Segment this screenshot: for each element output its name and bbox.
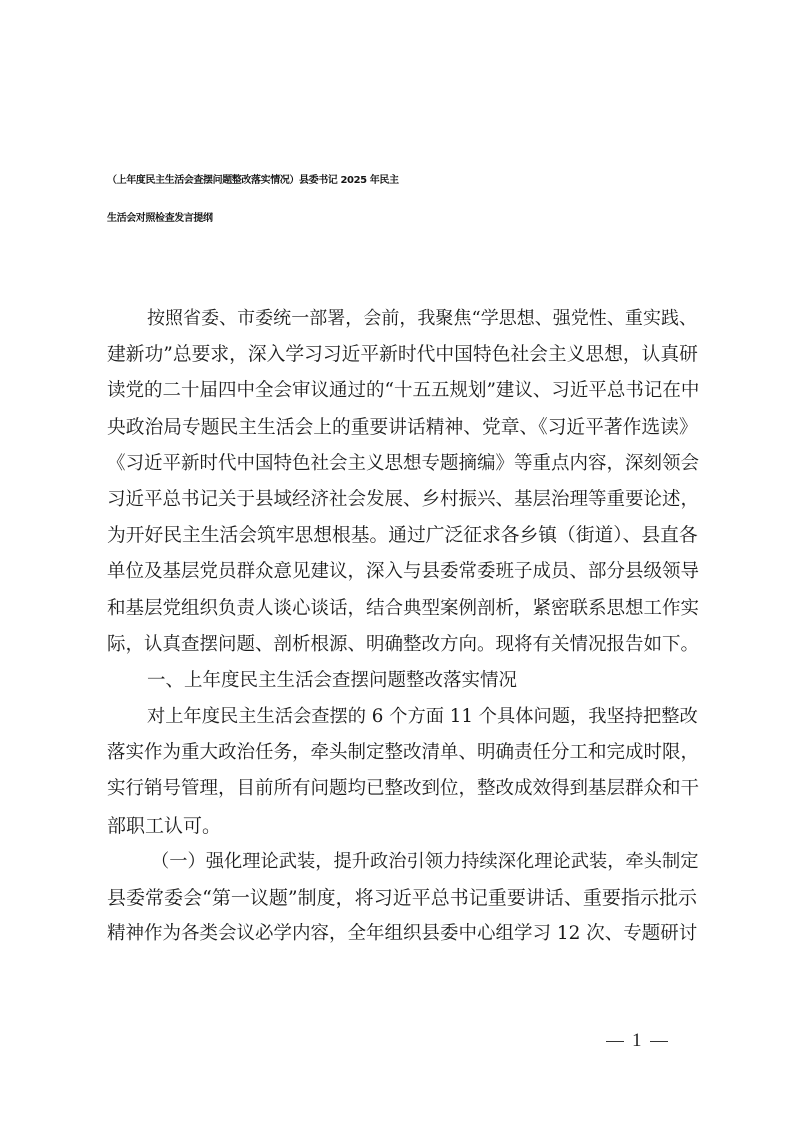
text-line: 习近平总书记关于县域经济社会发展、乡村振兴、基层治理等重要论述， (107, 488, 700, 510)
text-line: 对上年度民主生活会查摆的 6 个方面 11 个具体问题，我坚持把整改 (147, 706, 698, 728)
text-line: 读党的二十届四中全会审议通过的“十五五规划”建议、习近平总书记在中 (107, 380, 700, 402)
text-line: 央政治局专题民主生活会上的重要讲话精神、党章、《习近平著作选读》 (107, 416, 698, 438)
section-paragraph (107, 699, 700, 844)
text-line: 为开好民主生活会筑牢思想根基。通过广泛征求各乡镇（街道）、县直各 (107, 525, 698, 547)
text-line: 际，认真查摆问题、剖析根源、明确整改方向。现将有关情况报告如下。 (107, 633, 700, 655)
section-heading: 一、上年度民主生活会查摆问题整改落实情况 (147, 669, 518, 691)
title-line-2: 生活会对照检查发言提纲 (107, 213, 213, 224)
text-line: 落实作为重大政治任务，牵头制定整改清单、明确责任分工和完成时限， (107, 742, 700, 764)
title-line-1: （上年度民主生活会查摆问题整改落实情况）县委书记 2025 年民主 (107, 175, 399, 186)
page-number-dash-left (606, 1041, 624, 1042)
text-line: 实行销号管理，目前所有问题均已整改到位，整改成效得到基层群众和干 (107, 778, 700, 800)
text-line: 《习近平新时代中国特色社会主义思想专题摘编》等重点内容，深刻领会 (107, 452, 700, 474)
page-number (598, 1030, 676, 1052)
subsection-paragraph (107, 844, 697, 953)
text-line: 县委常委会“第一议题”制度，将习近平总书记重要讲话、重要指示批示 (107, 887, 697, 909)
page-number-dash-right (650, 1041, 668, 1042)
text-line: 和基层党组织负责人谈心谈话，结合典型案例剖析，紧密联系思想工作实 (107, 597, 700, 619)
document-body (107, 301, 700, 952)
intro-paragraph (107, 301, 700, 663)
page-number-value: 1 (632, 1030, 642, 1051)
text-line: 部职工认可。 (107, 814, 222, 837)
text-line: 按照省委、市委统一部署，会前，我聚焦“学思想、强党性、重实践、 (147, 308, 697, 329)
document-title (107, 162, 707, 238)
text-line: 单位及基层党员群众意见建议，深入与县委常委班子成员、部分县级领导 (107, 561, 700, 583)
text-line: 精神作为各类会议必学内容，全年组织县委中心组学习 12 次、专题研讨 (107, 923, 698, 945)
text-line: 建新功”总要求，深入学习习近平新时代中国特色社会主义思想，认真研 (107, 344, 698, 366)
text-line: （一）强化理论武装，提升政治引领力持续深化理论武装，牵头制定 (151, 850, 699, 872)
